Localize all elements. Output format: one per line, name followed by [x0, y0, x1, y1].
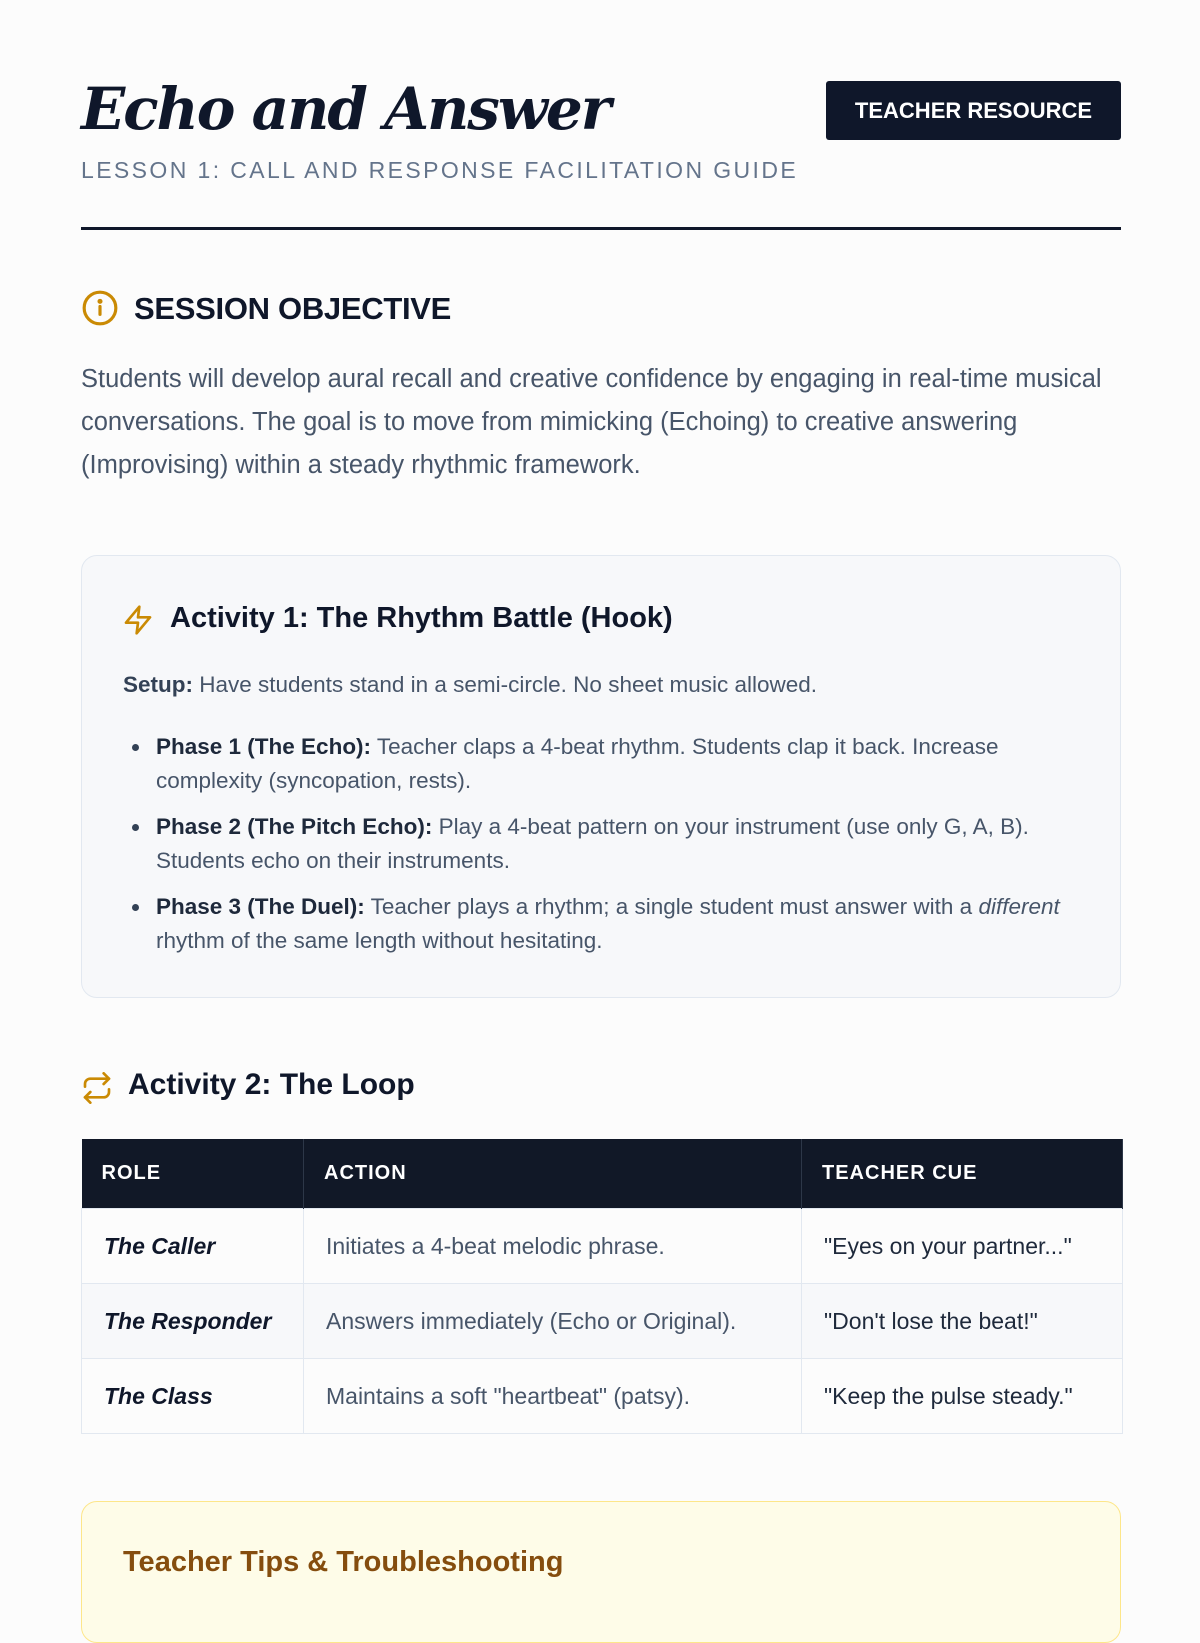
teacher-tips-card [81, 1501, 1121, 1643]
role-cell: The Class [82, 1359, 304, 1434]
table-header-row [82, 1139, 1123, 1209]
table-row [82, 1284, 1123, 1359]
column-header-action: ACTION [304, 1139, 802, 1209]
activity-1-setup [123, 672, 817, 698]
phase-label: Phase 1 (The Echo): [156, 734, 372, 759]
column-header-cue: TEACHER CUE [802, 1139, 1123, 1209]
roles-table [81, 1139, 1123, 1434]
phase-item [123, 730, 1083, 798]
objective-heading: SESSION OBJECTIVE [134, 291, 452, 326]
page-title: Echo and Answer [81, 75, 610, 143]
activity-2-title: Activity 2: The Loop [128, 1068, 415, 1101]
tips-title: Teacher Tips & Troubleshooting [123, 1546, 564, 1578]
loop-arrows-icon [81, 1072, 113, 1104]
phase-text: Teacher plays a rhythm; a single student must answer with a [370, 894, 973, 919]
info-circle-icon [81, 289, 119, 327]
action-cell: Maintains a soft "heartbeat" (patsy). [304, 1359, 802, 1434]
action-cell: Answers immediately (Echo or Original). [304, 1284, 802, 1359]
activity-1-title: Activity 1: The Rhythm Battle (Hook) [170, 602, 673, 634]
phase-label: Phase 3 (The Duel): [156, 894, 365, 919]
table-row [82, 1359, 1123, 1434]
action-cell: Initiates a 4-beat melodic phrase. [304, 1209, 802, 1284]
page-subtitle: LESSON 1: CALL AND RESPONSE FACILITATION GUIDE [81, 157, 799, 183]
phase-label: Phase 2 (The Pitch Echo): [156, 814, 433, 839]
phase-item [123, 890, 1083, 958]
phase-emphasis: different [978, 894, 1060, 919]
header-divider [81, 227, 1121, 230]
column-header-role: ROLE [82, 1139, 304, 1209]
phase-item [123, 810, 1083, 878]
role-cell: The Responder [82, 1284, 304, 1359]
phase-text: Play a 4-beat pattern on your instrument (use only G, A, B). Students echo on their instruments. [156, 814, 1029, 873]
role-cell: The Caller [82, 1209, 304, 1284]
phase-text: rhythm of the same length without hesitating. [156, 928, 603, 953]
cue-cell: "Don't lose the beat!" [802, 1284, 1123, 1359]
table-row [82, 1209, 1123, 1284]
setup-text: Have students stand in a semi-circle. No sheet music allowed. [199, 672, 818, 697]
phase-text: Teacher claps a 4-beat rhythm. Students clap it back. Increase complexity (syncopation, rests). [156, 734, 999, 793]
activity-1-card [81, 555, 1121, 998]
cue-cell: "Eyes on your partner..." [802, 1209, 1123, 1284]
lightning-icon [122, 604, 154, 636]
phase-list [123, 730, 1083, 970]
teacher-resource-badge: TEACHER RESOURCE [826, 81, 1121, 140]
objective-text: Students will develop aural recall and creative confidence by engaging in real-time musical conversations. The goal is to move from mimicking (Echoing) to creative answering (Improvising) within a steady rhythmic framework. [81, 365, 1102, 479]
cue-cell: "Keep the pulse steady." [802, 1359, 1123, 1434]
setup-label: Setup: [123, 672, 193, 697]
